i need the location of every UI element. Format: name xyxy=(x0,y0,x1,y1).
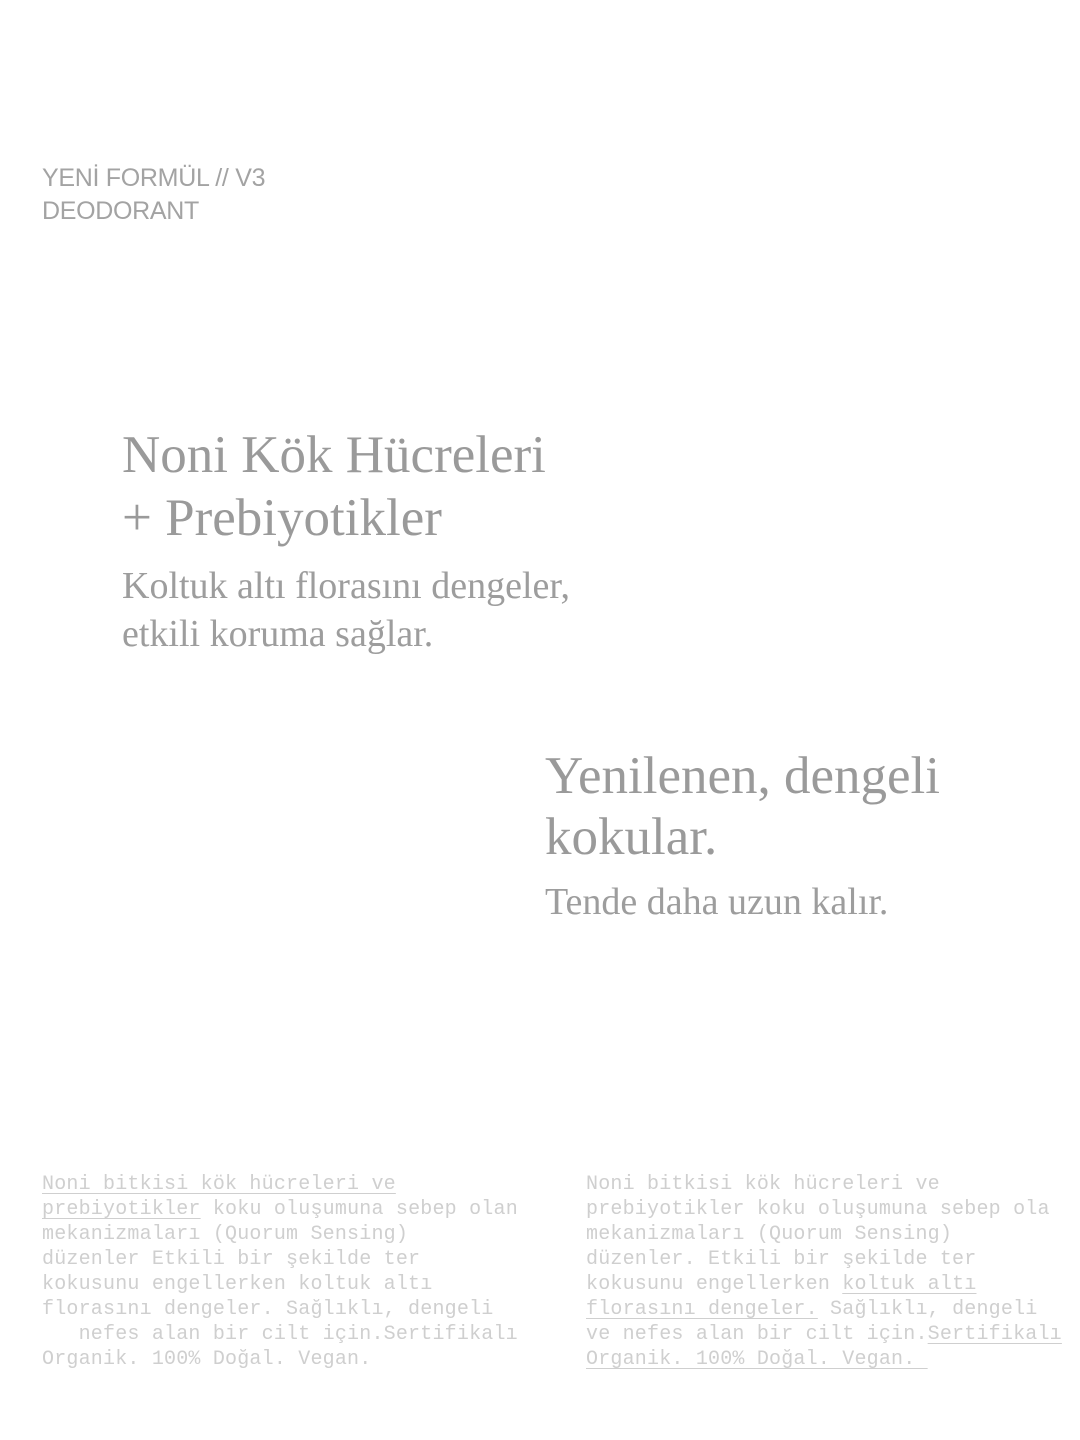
subheadline-line: etkili koruma sağlar. xyxy=(122,613,434,655)
subheadline-line: Koltuk altı florasını dengeler, xyxy=(122,565,571,607)
eyebrow-label xyxy=(42,162,265,228)
body-line: florasını dengeler. Sağlıklı, dengeli xyxy=(42,1298,494,1321)
body-highlight: Organik. 100% Doğal. Vegan. xyxy=(586,1348,928,1371)
body-line xyxy=(42,1197,542,1222)
headline-line: kokular. xyxy=(545,808,718,866)
headline-line: Noni Kök Hücreleri xyxy=(122,426,546,484)
body-line: prebiyotikler koku oluşumuna sebep ola xyxy=(586,1198,1050,1221)
body-line: nefes alan bir cilt için.Sertifikalı xyxy=(42,1323,518,1346)
body-highlight: Sertifikalı xyxy=(927,1323,1062,1346)
body-text: kokusunu engellerken xyxy=(586,1273,843,1296)
body-line: düzenler. Etkili bir şekilde ter xyxy=(586,1248,977,1271)
body-line: kokusunu engellerken koltuk altı xyxy=(42,1273,433,1296)
body-line: Noni bitkisi kök hücreleri ve xyxy=(586,1173,940,1196)
headline-line: Yenilenen, dengeli xyxy=(545,747,940,805)
ingredients-headline xyxy=(122,424,822,550)
body-line: mekanizmaları (Quorum Sensing) xyxy=(586,1223,953,1246)
eyebrow-product-type: DEODORANT xyxy=(42,197,200,225)
body-line xyxy=(586,1272,1076,1297)
body-line xyxy=(42,1172,542,1197)
body-line xyxy=(586,1347,1076,1372)
body-highlight: florasını dengeler. xyxy=(586,1298,818,1321)
feature-block-scent xyxy=(545,746,1065,926)
eyebrow-formula-version: YENİ FORMÜL // V3 xyxy=(42,164,266,192)
ingredients-subheadline xyxy=(122,562,822,658)
body-line: Organik. 100% Doğal. Vegan. xyxy=(42,1348,372,1371)
body-highlight: Noni bitkisi kök hücreleri ve xyxy=(42,1173,396,1196)
scent-headline xyxy=(545,746,1065,868)
body-copy-left xyxy=(42,1172,542,1372)
body-text: ve nefes alan bir cilt için. xyxy=(586,1323,928,1346)
body-line xyxy=(586,1322,1076,1347)
body-line: mekanizmaları (Quorum Sensing) xyxy=(42,1223,409,1246)
headline-line: + Prebiyotikler xyxy=(122,489,442,547)
body-text: koku oluşumuna sebep olan xyxy=(200,1198,518,1221)
body-highlight: koltuk altı xyxy=(842,1273,977,1296)
feature-block-ingredients xyxy=(122,424,822,658)
scent-subheadline: Tende daha uzun kalır. xyxy=(545,881,889,923)
body-highlight: prebiyotikler xyxy=(42,1198,201,1221)
body-line xyxy=(586,1297,1076,1322)
body-text: Sağlıklı, dengeli xyxy=(817,1298,1038,1321)
body-copy-right xyxy=(586,1172,1076,1372)
body-line: düzenler Etkili bir şekilde ter xyxy=(42,1248,421,1271)
